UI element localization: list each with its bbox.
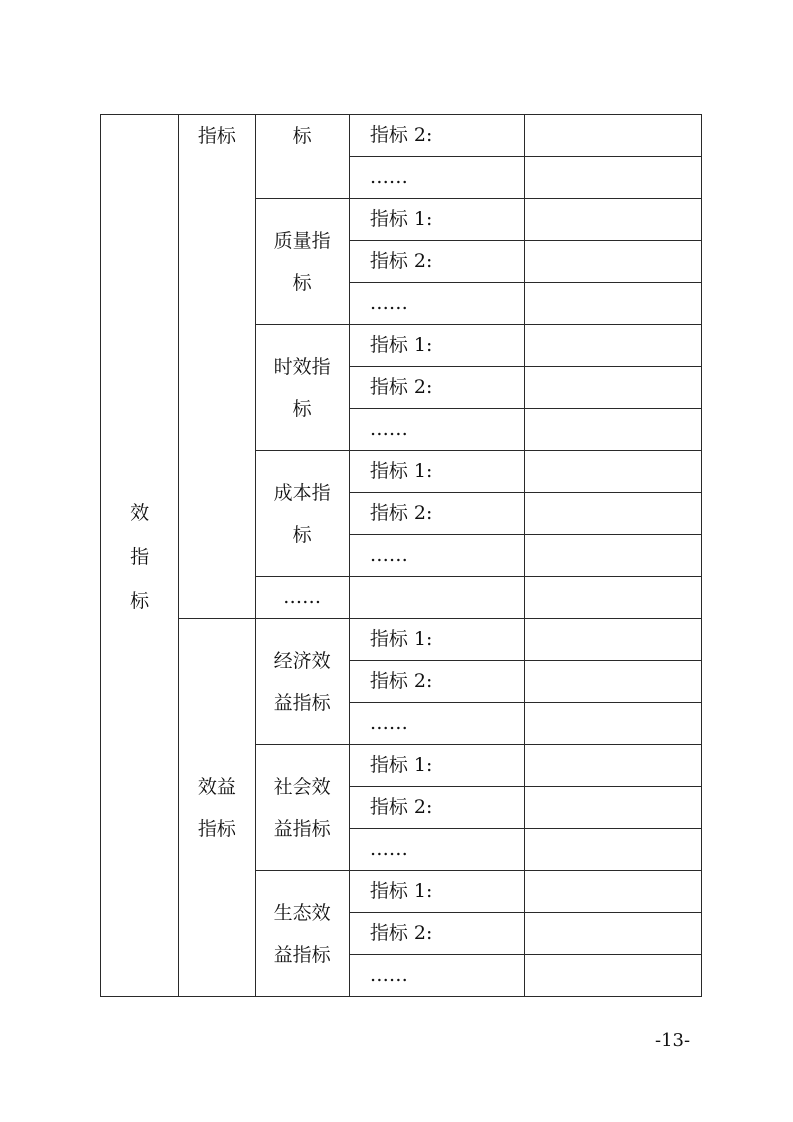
ecological-benefit-label: 生态效益指标	[273, 901, 331, 966]
output-indicator-cell	[179, 115, 255, 619]
benefit-indicator-cell	[179, 619, 255, 997]
quality-indicator-label: 质量指标	[273, 229, 331, 294]
cost-indicator-label: 成本指标	[273, 481, 331, 546]
ellipsis-cell: ……	[349, 955, 525, 997]
value-cell	[525, 829, 702, 871]
quantity-indicator-cell	[255, 115, 349, 199]
value-cell	[525, 157, 702, 199]
value-cell	[525, 283, 702, 325]
value-cell	[525, 913, 702, 955]
ellipsis-cell: ……	[349, 703, 525, 745]
indicator-2-cell: 指标 2:	[349, 913, 525, 955]
indicator-2-cell: 指标 2:	[349, 367, 525, 409]
level1-cell	[101, 115, 179, 997]
value-cell	[525, 871, 702, 913]
value-cell	[525, 199, 702, 241]
economic-benefit-cell	[255, 619, 349, 745]
value-cell	[525, 367, 702, 409]
value-cell	[525, 955, 702, 997]
value-cell	[525, 619, 702, 661]
ellipsis-cell: ……	[349, 283, 525, 325]
value-cell	[525, 451, 702, 493]
indicator-2-cell: 指标 2:	[349, 241, 525, 283]
page-number: -13-	[655, 1030, 691, 1051]
indicator-2-cell: 指标 2:	[349, 787, 525, 829]
level1-char-1: 效	[130, 501, 150, 524]
indicator-table	[100, 114, 702, 997]
timeliness-indicator-cell	[255, 325, 349, 451]
indicator-2-cell: 指标 2:	[349, 661, 525, 703]
empty-cell	[349, 577, 525, 619]
value-cell	[525, 661, 702, 703]
timeliness-indicator-label: 时效指标	[273, 355, 331, 420]
economic-benefit-label: 经济效益指标	[273, 649, 331, 714]
level1-char-2: 指	[130, 545, 150, 568]
ellipsis-cell: ……	[349, 535, 525, 577]
value-cell	[525, 787, 702, 829]
ellipsis-cell: ……	[349, 157, 525, 199]
value-cell	[525, 577, 702, 619]
indicator-1-cell: 指标 1:	[349, 199, 525, 241]
quality-indicator-cell	[255, 199, 349, 325]
ellipsis-cell: ……	[349, 409, 525, 451]
ecological-benefit-cell	[255, 871, 349, 997]
indicator-1-cell: 指标 1:	[349, 745, 525, 787]
value-cell	[525, 241, 702, 283]
value-cell	[525, 535, 702, 577]
performance-indicator-table	[100, 114, 702, 1002]
cost-indicator-cell	[255, 451, 349, 577]
value-cell	[525, 703, 702, 745]
indicator-1-cell: 指标 1:	[349, 871, 525, 913]
value-cell	[525, 493, 702, 535]
value-cell	[525, 325, 702, 367]
value-cell	[525, 745, 702, 787]
output-indicator-label: 指标	[197, 125, 236, 147]
level1-char-3: 标	[130, 589, 150, 612]
indicator-2-cell: 指标 2:	[349, 493, 525, 535]
indicator-1-cell: 指标 1:	[349, 451, 525, 493]
indicator-1-cell: 指标 1:	[349, 325, 525, 367]
social-benefit-cell	[255, 745, 349, 871]
indicator-1-cell: 指标 1:	[349, 619, 525, 661]
indicator-2-cell: 指标 2:	[349, 115, 525, 157]
benefit-indicator-label: 效益指标	[197, 775, 236, 840]
more-level3-cell: ……	[255, 577, 349, 619]
social-benefit-label: 社会效益指标	[273, 775, 331, 840]
value-cell	[525, 409, 702, 451]
ellipsis-cell: ……	[349, 829, 525, 871]
value-cell	[525, 115, 702, 157]
quantity-indicator-label: 标	[292, 125, 312, 147]
